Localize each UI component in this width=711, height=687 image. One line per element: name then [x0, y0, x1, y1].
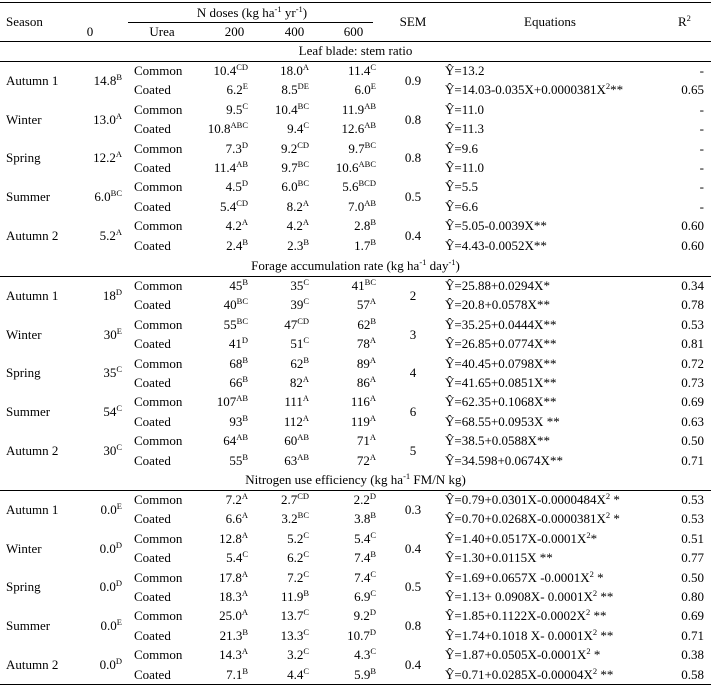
control-value: $0.0^D$: [99, 578, 122, 595]
regression-equation: Ŷ=26.85+0.0774X**: [445, 336, 557, 352]
header-sem: SEM: [399, 14, 427, 29]
regression-equation: $Ŷ=0.79+0.0301X-0.0000484X^2$ *: [445, 491, 620, 507]
dose-200-value: $9.5^C$: [226, 100, 248, 117]
regression-equation: Ŷ=20.8+0.0578X**: [445, 297, 550, 313]
dose-600-value: $71^A$: [356, 432, 376, 449]
urea-type: Coated: [134, 198, 171, 214]
sem-value: 0.8: [404, 111, 422, 127]
season-name: Autumn 2: [6, 656, 59, 672]
control-value: $30^E$: [103, 325, 122, 342]
urea-type: Coated: [134, 160, 171, 175]
sem-value: 5: [409, 442, 417, 458]
urea-type: Coated: [134, 413, 171, 429]
urea-type: Coated: [134, 452, 171, 468]
dose-400-value: $10.4^{BC}$: [274, 100, 309, 117]
dose-200-value: $4.5^D$: [225, 178, 248, 195]
dose-400-value: $5.2^C$: [287, 529, 309, 546]
r2-value: -: [699, 160, 704, 175]
r2-value: 0.77: [681, 550, 704, 566]
season-name: Summer: [6, 189, 51, 205]
section-title: Nitrogen use efficiency (kg $ha^{-1}$ FM/N kg): [245, 471, 466, 487]
season-name: Winter: [6, 326, 42, 342]
dose-200-value: $12.8^A$: [219, 529, 248, 546]
dose-600-value: $2.2^D$: [353, 491, 376, 507]
control-value: $54^C$: [103, 403, 122, 420]
dose-400-value: $47^{CD}$: [284, 315, 309, 332]
r2-value: 0.53: [681, 511, 704, 527]
regression-equation: Ŷ=1.13+ 0.0908X- $0.0001X^2$ **: [445, 588, 614, 604]
dose-600-value: $6.0^E$: [354, 81, 376, 98]
season-name: Winter: [6, 540, 42, 556]
r2-value: 0.50: [681, 433, 704, 449]
control-value: $0.0^E$: [100, 500, 122, 517]
sem-value: 2: [409, 287, 417, 303]
control-value: $5.2^A$: [99, 226, 122, 243]
r2-value: 0.71: [681, 627, 704, 643]
urea-type: Coated: [134, 297, 171, 313]
dose-200-value: $41^D$: [228, 335, 248, 352]
dose-600-value: $11.4^C$: [348, 62, 376, 78]
dose-200-value: $66^B$: [229, 374, 248, 390]
dose-600-value: $11.9^{AB}$: [341, 100, 376, 117]
season-name: Autumn 1: [6, 287, 59, 303]
control-value: $14.8^B$: [93, 71, 122, 88]
sem-value: 0.4: [404, 656, 422, 672]
dose-400-value: $18.0^A$: [280, 62, 309, 78]
sem-value: 0.4: [404, 540, 422, 556]
dose-400-value: $13.7^C$: [280, 607, 309, 624]
dose-600-value: $10.7^D$: [347, 626, 376, 643]
dose-600-value: $7.4^B$: [354, 549, 376, 566]
dose-600-value: $9.2^D$: [353, 607, 376, 624]
regression-equation: Ŷ=13.2: [445, 63, 485, 78]
dose-400-value: $8.2^A$: [286, 197, 309, 214]
urea-type: Coated: [134, 375, 171, 390]
urea-type: Coated: [134, 550, 171, 566]
dose-600-value: $119^A$: [350, 412, 376, 429]
header-dose-0: 0: [86, 24, 94, 39]
sem-value: 0.8: [404, 150, 422, 166]
dose-600-value: $41^{BC}$: [351, 277, 376, 293]
dose-600-value: $86^A$: [356, 374, 376, 390]
season-name: Autumn 1: [6, 72, 59, 88]
urea-type: Coated: [134, 627, 171, 643]
dose-600-value: $10.6^{ABC}$: [335, 159, 376, 175]
dose-600-value: $5.4^C$: [354, 529, 376, 546]
dose-400-value: $62^B$: [290, 354, 309, 371]
season-name: Autumn 2: [6, 442, 59, 458]
dose-200-value: $6.6^A$: [225, 510, 248, 527]
dose-200-value: $107^{AB}$: [216, 393, 248, 410]
dose-600-value: $9.7^{BC}$: [348, 139, 376, 156]
urea-type: Common: [134, 218, 183, 234]
urea-type: Common: [134, 569, 183, 585]
r2-value: 0.38: [681, 647, 704, 663]
header-urea: Urea: [149, 24, 175, 39]
sem-value: 0.8: [404, 618, 422, 634]
section-title: Forage accumulation rate (kg $ha^{-1}$ day$^{-1}$): [251, 257, 460, 273]
dose-200-value: $55^{BC}$: [223, 315, 248, 332]
dose-400-value: $6.2^C$: [287, 549, 309, 566]
header-dose-400: 400: [284, 24, 305, 39]
sem-value: 0.3: [404, 501, 422, 517]
regression-equation: Ŷ=40.45+0.0798X**: [445, 355, 557, 371]
urea-type: Coated: [134, 82, 171, 98]
sem-value: 0.5: [404, 189, 422, 205]
dose-400-value: $4.4^C$: [287, 665, 309, 682]
dose-600-value: $7.4^C$: [354, 568, 376, 585]
regression-equation: Ŷ=5.5: [445, 179, 478, 195]
urea-type: Common: [134, 394, 183, 410]
dose-200-value: $11.4^{AB}$: [213, 159, 248, 175]
dose-400-value: $51^C$: [290, 335, 309, 352]
urea-type: Common: [134, 278, 183, 293]
regression-equation: Ŷ=62.35+0.1068X**: [445, 394, 557, 410]
r2-value: 0.51: [681, 530, 704, 546]
control-value: $12.2^A$: [93, 149, 122, 166]
regression-equation: Ŷ=6.6: [445, 198, 478, 214]
top-rule: [0, 2, 711, 3]
control-value: $0.0^D$: [99, 655, 122, 672]
dose-400-value: $6.0^{BC}$: [281, 178, 309, 195]
regression-equation: $Ŷ=14.03-0.035X+0.0000381X^2**$: [445, 81, 624, 98]
r2-value: 0.78: [681, 297, 704, 313]
dose-200-value: $55^B$: [229, 451, 248, 468]
regression-equation: Ŷ=1.69+0.0657X $-0.0001X^2$ *: [445, 568, 604, 585]
header-r2: $R^2$: [678, 13, 691, 29]
urea-type: Common: [134, 433, 183, 449]
dose-200-value: $68^B$: [229, 354, 248, 371]
r2-value: 0.63: [681, 413, 704, 429]
urea-type: Common: [134, 63, 183, 78]
dose-400-value: $3.2^C$: [287, 646, 309, 663]
dose-400-value: $3.2^{BC}$: [281, 510, 309, 527]
r2-value: 0.50: [681, 569, 704, 585]
sem-value: 6: [409, 404, 417, 420]
dose-400-value: $11.9^B$: [281, 588, 309, 604]
dose-600-value: $5.6^{BCD}$: [342, 178, 376, 195]
urea-type: Coated: [134, 511, 171, 527]
header-season: Season: [6, 14, 43, 29]
urea-type: Common: [134, 492, 183, 507]
dose-600-value: $1.7^B$: [354, 236, 376, 253]
regression-equation: Ŷ=41.65+0.0851X**: [445, 375, 557, 390]
dose-600-value: $6.9^C$: [354, 588, 376, 604]
regression-equation: Ŷ=68.55+0.0953X **: [445, 413, 560, 429]
dose-200-value: $64^{AB}$: [223, 432, 248, 449]
regression-equation: $Ŷ=1.85+0.1122X-0.0002X^2$ **: [445, 607, 607, 624]
dose-200-value: $45^B$: [229, 277, 248, 293]
urea-type: Common: [134, 608, 183, 624]
r2-value: 0.80: [681, 589, 704, 604]
urea-type: Common: [134, 101, 183, 117]
dose-400-value: $9.4^C$: [287, 120, 309, 137]
r2-value: 0.81: [681, 336, 704, 352]
sem-value: 0.4: [404, 227, 422, 243]
sem-value: 0.9: [404, 72, 422, 88]
dose-400-value: $60^{AB}$: [284, 432, 309, 449]
dose-200-value: $25.0^A$: [219, 607, 248, 624]
dose-600-value: $78^A$: [356, 335, 376, 352]
header-dose-200: 200: [224, 24, 245, 39]
dose-600-value: $3.8^B$: [354, 510, 376, 527]
section-title: Leaf blade: stem ratio: [298, 43, 413, 58]
dose-600-value: $89^A$: [356, 354, 376, 371]
r2-value: 0.65: [681, 82, 704, 98]
r2-value: 0.69: [681, 394, 704, 410]
season-name: Summer: [6, 618, 51, 634]
dose-200-value: $10.4^{CD}$: [213, 62, 248, 78]
urea-type: Coated: [134, 237, 171, 253]
r2-value: -: [699, 121, 704, 137]
dose-400-value: $39^C$: [290, 296, 309, 313]
dose-600-value: $72^A$: [356, 451, 376, 468]
control-value: $30^C$: [103, 441, 122, 458]
sem-value: 3: [409, 326, 417, 342]
dose-400-value: $9.2^{CD}$: [280, 139, 309, 156]
dose-400-value: 8.5DE: [281, 81, 309, 98]
dose-600-value: $116^A$: [350, 393, 376, 410]
regression-equation: Ŷ=34.598+0.0674X**: [445, 452, 563, 468]
urea-type: Common: [134, 355, 183, 371]
dose-200-value: $6.2^E$: [226, 81, 248, 98]
dose-400-value: $4.2^A$: [286, 217, 309, 234]
bottom-rule: [0, 684, 711, 685]
sem-value: 4: [409, 365, 417, 381]
dose-200-value: $5.4^C$: [226, 549, 248, 566]
dose-200-value: $40^{BC}$: [223, 296, 248, 313]
regression-equation: Ŷ=1.30+0.0115X **: [445, 550, 553, 566]
urea-type: Common: [134, 316, 183, 332]
dose-600-value: $2.8^B$: [354, 217, 376, 234]
dose-200-value: $18.3^A$: [219, 588, 248, 604]
dose-200-value: $7.2^A$: [225, 491, 248, 507]
r2-value: 0.60: [681, 218, 704, 234]
dose-600-value: $62^B$: [357, 315, 376, 332]
urea-type: Common: [134, 140, 183, 156]
header-dose-600: 600: [343, 24, 364, 39]
dose-200-value: $10.8^{ABC}$: [207, 120, 248, 137]
regression-equation: Ŷ=25.88+0.0294X*: [445, 278, 550, 293]
dose-600-value: $57^A$: [356, 296, 376, 313]
dose-400-value: $35^C$: [290, 277, 309, 293]
urea-type: Common: [134, 530, 183, 546]
r2-value: -: [699, 101, 704, 117]
regression-equation: $Ŷ=1.40+0.0517X-0.0001X^2*$: [445, 529, 598, 546]
dose-400-value: $7.2^C$: [287, 568, 309, 585]
r2-value: 0.53: [681, 492, 704, 507]
regression-equation: $Ŷ=0.71+0.0285X-0.00004X^2$ **: [445, 665, 614, 682]
r2-value: 0.34: [681, 278, 704, 293]
dose-400-value: $13.3^C$: [280, 626, 309, 643]
header-equations: Equations: [524, 14, 576, 29]
dose-200-value: $2.4^B$: [226, 236, 248, 253]
dose-200-value: $7.3^D$: [225, 139, 248, 156]
season-name: Spring: [6, 579, 41, 595]
r2-value: 0.60: [681, 237, 704, 253]
header-n-doses: N doses (kg $ha^{-1}$ $yr^{-1}$): [196, 4, 308, 20]
season-name: Winter: [6, 111, 42, 127]
dose-600-value: $12.6^{AB}$: [341, 120, 376, 137]
control-value: $13.0^A$: [93, 110, 122, 127]
season-name: Spring: [6, 365, 41, 381]
dose-200-value: $5.4^{CD}$: [219, 197, 248, 214]
dose-400-value: $111^A$: [284, 393, 309, 410]
dose-400-value: $63^{AB}$: [284, 451, 309, 468]
r2-value: -: [699, 198, 704, 214]
urea-type: Common: [134, 647, 183, 663]
dose-200-value: $21.3^B$: [219, 626, 248, 643]
regression-equation: Ŷ=38.5+0.0588X**: [445, 433, 550, 449]
dose-600-value: $4.3^C$: [354, 646, 376, 663]
season-name: Autumn 2: [6, 227, 59, 243]
regression-equation: Ŷ=35.25+0.0444X**: [445, 316, 557, 332]
urea-type: Coated: [134, 336, 171, 352]
control-value: $0.0^E$: [100, 617, 122, 634]
season-name: Autumn 1: [6, 501, 59, 517]
r2-value: 0.53: [681, 316, 704, 332]
regression-equation: Ŷ=11.0: [445, 101, 484, 117]
dose-400-value: $2.7^{CD}$: [280, 491, 309, 507]
r2-value: 0.69: [681, 608, 704, 624]
r2-value: -: [699, 140, 704, 156]
urea-type: Coated: [134, 666, 171, 682]
dose-200-value: $7.1^B$: [226, 665, 248, 682]
dose-200-value: $14.3^A$: [219, 646, 248, 663]
dose-400-value: $112^A$: [283, 412, 309, 429]
dose-400-value: $9.7^{BC}$: [281, 159, 309, 175]
regression-equation: $Ŷ=1.87+0.0505X-0.0001X^2$ *: [445, 646, 601, 663]
r2-value: -: [699, 63, 704, 78]
season-name: Spring: [6, 150, 41, 166]
dose-600-value: $7.0^{AB}$: [347, 197, 376, 214]
r2-value: 0.71: [681, 452, 704, 468]
regression-equation: Ŷ=11.0: [445, 160, 484, 175]
r2-value: -: [699, 179, 704, 195]
dose-400-value: $82^A$: [289, 374, 309, 390]
control-value: $6.0^{BC}$: [94, 188, 122, 205]
regression-equation: Ŷ=5.05-0.0039X**: [445, 218, 547, 234]
regression-equation: $Ŷ=0.70+0.0268X-0.0000381X^2$ *: [445, 510, 620, 527]
control-value: $18^D$: [102, 286, 122, 303]
urea-type: Common: [134, 179, 183, 195]
r2-value: 0.58: [681, 666, 704, 682]
control-value: $0.0^D$: [99, 539, 122, 556]
season-name: Summer: [6, 404, 51, 420]
regression-equation: Ŷ=9.6: [445, 140, 478, 156]
r2-value: 0.72: [681, 355, 704, 371]
dose-400-value: $2.3^B$: [287, 236, 309, 253]
urea-type: Coated: [134, 121, 171, 137]
dose-200-value: $4.2^A$: [225, 217, 248, 234]
r2-value: 0.73: [681, 375, 704, 390]
dose-600-value: $5.9^B$: [354, 665, 376, 682]
regression-equation: Ŷ=11.3: [445, 121, 484, 137]
urea-type: Coated: [134, 589, 171, 604]
regression-equation: Ŷ=4.43-0.0052X**: [445, 237, 547, 253]
sem-value: 0.5: [404, 579, 422, 595]
dose-200-value: $93^B$: [229, 412, 248, 429]
dose-200-value: $17.8^A$: [219, 568, 248, 585]
regression-equation: Ŷ=1.74+0.1018 X- $0.0001X^2$ **: [445, 626, 614, 643]
control-value: $35^C$: [103, 364, 122, 381]
